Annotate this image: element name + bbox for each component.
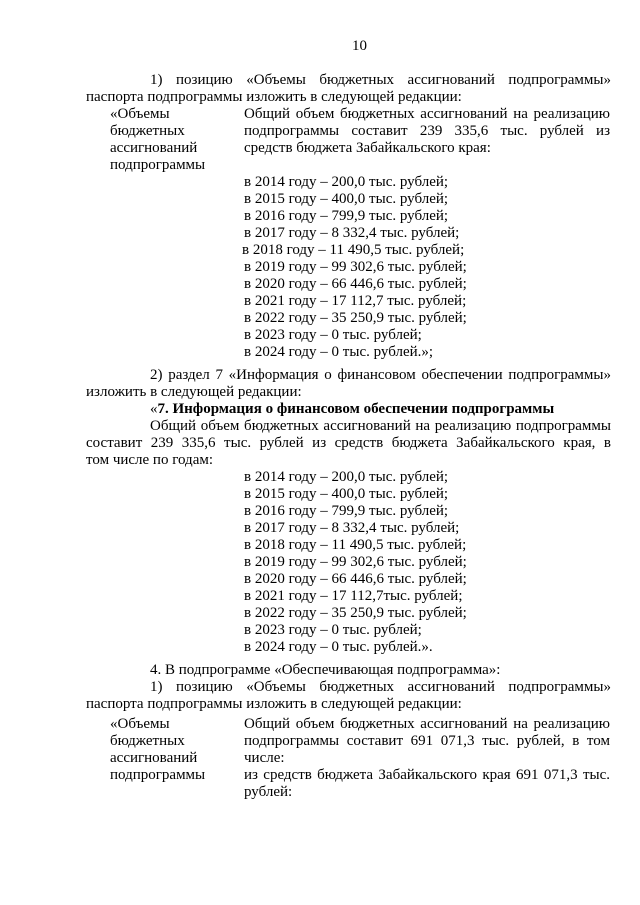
sec3-intro-line-2: паспорта подпрограммы изложить в следующей редакции: xyxy=(86,696,462,712)
sec1-year-2024: в 2024 году – 0 тыс. рублей.»; xyxy=(244,344,434,360)
sec1-year-2023: в 2023 году – 0 тыс. рублей; xyxy=(244,327,422,343)
sec2-year-2016: в 2016 году – 799,9 тыс. рублей; xyxy=(244,503,449,519)
sec2-intro-line-1: 2) раздел 7 «Информация о финансовом обеспечении подпрограммы» xyxy=(150,367,611,383)
sec2-year-2019: в 2019 году – 99 302,6 тыс. рублей; xyxy=(244,554,467,570)
page-number: 10 xyxy=(352,38,367,54)
sec1-year-2018: в 2018 году – 11 490,5 тыс. рублей; xyxy=(242,242,465,258)
sec1-right-line-3: средств бюджета Забайкальского края: xyxy=(244,140,491,156)
sec1-year-2021: в 2021 году – 17 112,7 тыс. рублей; xyxy=(244,293,467,309)
sec2-year-2015: в 2015 году – 400,0 тыс. рублей; xyxy=(244,486,449,502)
sec1-left-cell-2: бюджетных xyxy=(110,123,185,139)
sec2-year-2020: в 2020 году – 66 446,6 тыс. рублей; xyxy=(244,571,467,587)
sec1-left-cell-4: подпрограммы xyxy=(110,157,206,173)
sec3-right-line-2: подпрограммы составит 691 071,3 тыс. рублей, в том xyxy=(244,733,610,749)
sec2-year-2021: в 2021 году – 17 112,7тыс. рублей; xyxy=(244,588,463,604)
sec1-right-line-1: Общий объем бюджетных ассигнований на реализацию xyxy=(244,106,610,122)
sec3-right-line-1: Общий объем бюджетных ассигнований на реализацию xyxy=(244,716,610,732)
sec3-left-cell-1: «Объемы xyxy=(110,716,170,732)
sec3-left-cell-2: бюджетных xyxy=(110,733,185,749)
sec1-year-2022: в 2022 году – 35 250,9 тыс. рублей; xyxy=(244,310,467,326)
sec3-right-line-4: из средств бюджета Забайкальского края 691 071,3 тыс. xyxy=(244,767,610,783)
sec2-para-line-2: составит 239 335,6 тыс. рублей из средств бюджета Забайкальского края, в xyxy=(86,435,611,451)
sec2-year-2022: в 2022 году – 35 250,9 тыс. рублей; xyxy=(244,605,467,621)
sec2-heading xyxy=(150,401,554,418)
sec1-left-cell-1: «Объемы xyxy=(110,106,170,122)
sec1-right-line-2: подпрограммы составит 239 335,6 тыс. рублей из xyxy=(244,123,610,139)
sec2-para-line-3: том числе по годам: xyxy=(86,452,214,468)
sec3-left-cell-3: ассигнований xyxy=(110,750,198,766)
sec1-year-2017: в 2017 году – 8 332,4 тыс. рублей; xyxy=(244,225,460,241)
sec3-right-line-3: числе: xyxy=(244,750,285,766)
sec1-year-2014: в 2014 году – 200,0 тыс. рублей; xyxy=(244,174,449,190)
sec2-year-2017: в 2017 году – 8 332,4 тыс. рублей; xyxy=(244,520,460,536)
sec3-intro-line-1: 1) позицию «Объемы бюджетных ассигнований подпрограммы» xyxy=(150,679,611,695)
sec2-intro-line-2: изложить в следующей редакции: xyxy=(86,384,302,400)
sec3-left-cell-4: подпрограммы xyxy=(110,767,206,783)
sec1-year-2016: в 2016 году – 799,9 тыс. рублей; xyxy=(244,208,449,224)
sec1-left-cell-3: ассигнований xyxy=(110,140,198,156)
sec2-para-line-1: Общий объем бюджетных ассигнований на реализацию подпрограммы xyxy=(150,418,611,434)
sec1-year-2015: в 2015 году – 400,0 тыс. рублей; xyxy=(244,191,449,207)
sec2-year-2018: в 2018 году – 11 490,5 тыс. рублей; xyxy=(244,537,467,553)
sec2-year-2014: в 2014 году – 200,0 тыс. рублей; xyxy=(244,469,449,485)
sec1-intro-line-1: 1) позицию «Объемы бюджетных ассигнований подпрограммы» xyxy=(150,72,611,88)
sec3-right-line-5: рублей: xyxy=(244,784,293,800)
sec1-year-2020: в 2020 году – 66 446,6 тыс. рублей; xyxy=(244,276,467,292)
sec1-year-2019: в 2019 году – 99 302,6 тыс. рублей; xyxy=(244,259,467,275)
sec1-intro-line-2: паспорта подпрограммы изложить в следующей редакции: xyxy=(86,89,462,105)
sec2-heading-text: 7. Информация о финансовом обеспечении подпрограммы xyxy=(157,401,555,417)
sec2-year-2023: в 2023 году – 0 тыс. рублей; xyxy=(244,622,422,638)
sec3-line-1: 4. В подпрограмме «Обеспечивающая подпрограмма»: xyxy=(150,662,501,678)
sec2-heading-quote: « xyxy=(150,401,158,417)
sec2-year-2024: в 2024 году – 0 тыс. рублей.». xyxy=(244,639,433,655)
